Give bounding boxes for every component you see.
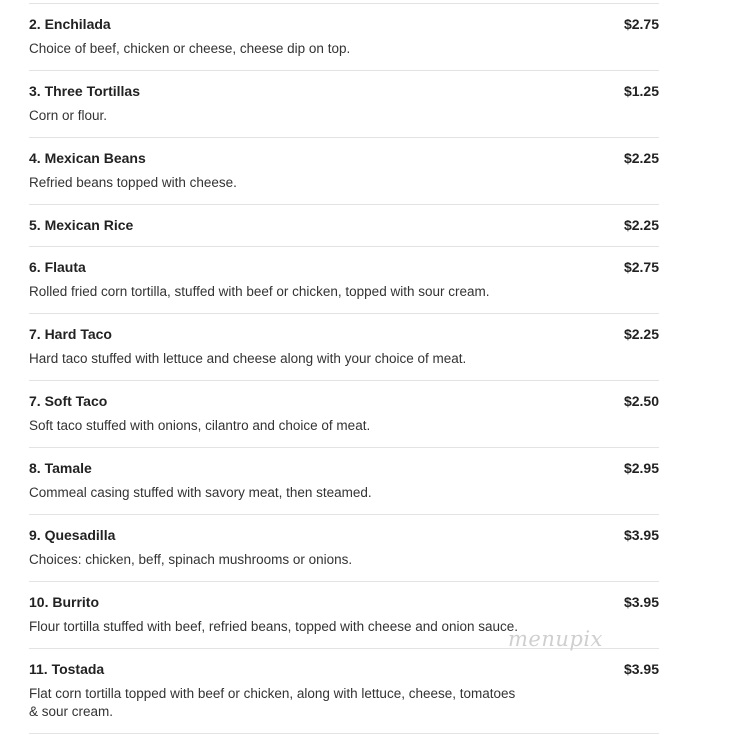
item-description: Choice of beef, chicken or cheese, cheese dip on top. [29, 41, 351, 56]
item-price: $2.25 [623, 150, 659, 166]
item-name: 6. Flauta [29, 259, 86, 275]
menu-item [29, 137, 659, 204]
item-name: 7. Soft Taco [29, 393, 108, 409]
item-description: Refried beans topped with cheese. [29, 175, 237, 190]
item-name: 8. Tamale [29, 460, 92, 476]
menu-item [29, 70, 659, 137]
item-price: $2.75 [623, 16, 659, 32]
item-price: $2.95 [623, 460, 659, 476]
item-description: Flat corn tortilla topped with beef or chicken, along with lettuce, cheese, tomatoes & sour cream. [29, 686, 516, 719]
menu-item [29, 204, 659, 246]
menu-item [29, 447, 659, 514]
item-description: Flour tortilla stuffed with beef, refried beans, topped with cheese and onion sauce. [29, 619, 519, 634]
item-name: 11. Tostada [29, 661, 105, 677]
menu-item [29, 380, 659, 447]
item-price: $2.25 [623, 217, 659, 233]
item-description: Rolled fried corn tortilla, stuffed with beef or chicken, topped with sour cream. [29, 284, 490, 299]
item-name: 2. Enchilada [29, 16, 111, 32]
item-price: $3.95 [623, 527, 659, 543]
menu-list [29, 3, 659, 734]
watermark-logo: menupix [508, 627, 603, 651]
item-description: Corn or flour. [29, 108, 108, 123]
item-price: $1.25 [623, 83, 659, 99]
item-name: 3. Three Tortillas [29, 83, 140, 99]
item-description: Soft taco stuffed with onions, cilantro and choice of meat. [29, 418, 371, 433]
menu-item [29, 648, 659, 734]
menu-item [29, 313, 659, 380]
menu-item [29, 3, 659, 70]
item-price: $3.95 [623, 594, 659, 610]
item-price: $2.50 [623, 393, 659, 409]
item-name: 9. Quesadilla [29, 527, 116, 543]
menu-item [29, 246, 659, 313]
item-name: 4. Mexican Beans [29, 150, 146, 166]
item-name: 7. Hard Taco [29, 326, 112, 342]
item-name: 5. Mexican Rice [29, 217, 134, 233]
menu-item [29, 514, 659, 581]
item-price: $3.95 [623, 661, 659, 677]
item-description: Hard taco stuffed with lettuce and cheese along with your choice of meat. [29, 351, 467, 366]
item-price: $2.75 [623, 259, 659, 275]
item-price: $2.25 [623, 326, 659, 342]
item-name: 10. Burrito [29, 594, 100, 610]
item-description: Choices: chicken, beff, spinach mushrooms or onions. [29, 552, 353, 567]
item-description: Commeal casing stuffed with savory meat, then steamed. [29, 485, 372, 500]
